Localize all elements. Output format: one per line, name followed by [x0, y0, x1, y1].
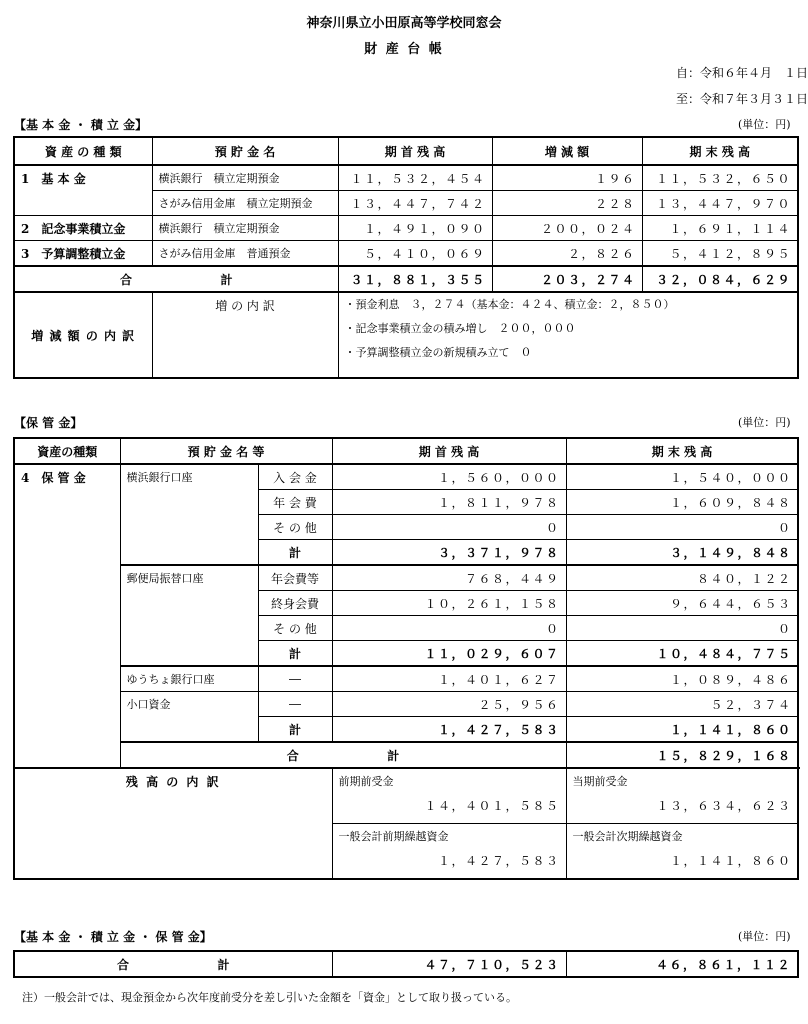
start-balance: １３，４４７，７４２ — [338, 191, 492, 216]
total-start: １５，８２９，１６８ — [566, 742, 798, 768]
total-end: ３２，０８４，６２９ — [642, 266, 798, 292]
table-row — [14, 666, 798, 692]
total-label — [120, 742, 566, 768]
unit-label: (単位：円) — [738, 930, 791, 943]
col-header: 期 末 残 高 — [642, 137, 798, 165]
total-label — [14, 951, 332, 977]
total-row — [14, 266, 798, 292]
subtotal-end: １，１４１，８６０ — [566, 717, 798, 743]
total-label-a: 合 — [117, 957, 130, 972]
col-header: 期 首 残 高 — [332, 438, 566, 464]
end-balance: １１，５３２，６５０ — [642, 165, 798, 191]
table-row — [14, 216, 798, 241]
subtotal-end: １０，４８４，７７５ — [566, 641, 798, 667]
end-balance: ５２，３７４ — [566, 692, 798, 717]
prev-advance-cell — [332, 768, 566, 824]
start-balance: １，４９１，０９０ — [338, 216, 492, 241]
col-header: 期 首 残 高 — [338, 137, 492, 165]
start-balance: ７６８，４４９ — [332, 565, 566, 591]
asset-type: 2 記念事業積立金 — [14, 216, 152, 241]
change-amount: ２，８２６ — [492, 241, 642, 267]
total-row — [14, 951, 798, 977]
asset-type: 1 基 本 金 — [14, 165, 152, 191]
col-header: 資産の種類 — [14, 438, 120, 464]
asset-type — [14, 191, 152, 216]
total-end: ４６，８６１，１１２ — [566, 951, 798, 977]
start-balance: １，４０１，６２７ — [332, 666, 566, 692]
next-carry-value: １，１４１，８６０ — [669, 854, 792, 868]
increase-label: 増 の 内 訳 — [152, 292, 338, 378]
sub-item: そ の 他 — [258, 515, 332, 540]
period-to: 至：令和７年３月３１日 — [676, 92, 808, 106]
prev-carry-value: １，４２７，５８３ — [437, 854, 560, 868]
prev-advance-label: 前期前受金 — [338, 775, 394, 788]
end-balance: ０ — [566, 616, 798, 641]
total-label-b: 計 — [387, 748, 400, 763]
change-amount: ２００，０２４ — [492, 216, 642, 241]
breakdown-label: 増 減 額 の 内 訳 — [14, 292, 152, 378]
change-amount: １９６ — [492, 165, 642, 191]
sub-item: 年会費等 — [258, 565, 332, 591]
table-row — [14, 165, 798, 191]
cur-advance-value: １３，６３４，６２３ — [656, 799, 792, 813]
col-header: 増 減 額 — [492, 137, 642, 165]
end-balance: １，５４０，０００ — [566, 464, 798, 490]
sub-item: 終身会費 — [258, 591, 332, 616]
account-name: 郵便局振替口座 — [120, 565, 258, 666]
sub-item: 年 会 費 — [258, 490, 332, 515]
col-header: 預 貯 金 名 — [152, 137, 338, 165]
organization-name: 神奈川県立小田原高等学校同窓会 — [306, 16, 502, 31]
end-balance: １３，４４７，９７０ — [642, 191, 798, 216]
table-row — [14, 692, 798, 717]
sub-item: そ の 他 — [258, 616, 332, 641]
next-carry-label: 一般会計次期繰越資金 — [572, 830, 683, 843]
subtotal-start: １１，０２９，６０７ — [332, 641, 566, 667]
prev-carry-cell — [332, 824, 566, 880]
breakdown-item: ・預金利息 ３，２７４（基本金：４２４、積立金：２，８５０） — [344, 298, 675, 311]
sub-item: ― — [258, 692, 332, 717]
start-balance: ０ — [332, 515, 566, 540]
end-balance: １，６０９，８４８ — [566, 490, 798, 515]
change-amount: ２２８ — [492, 191, 642, 216]
total-start: ４７，７１０，５２３ — [332, 951, 566, 977]
end-balance: ０ — [566, 515, 798, 540]
account-name: さがみ信用金庫 積立定期預金 — [152, 191, 338, 216]
cur-advance-label: 当期前受金 — [572, 775, 628, 788]
col-header: 資 産 の 種 類 — [14, 137, 152, 165]
account-name: 横浜銀行口座 — [120, 464, 258, 565]
start-balance: １，５６０，０００ — [332, 464, 566, 490]
cur-advance-cell — [566, 768, 798, 824]
start-balance: ２５，９５６ — [332, 692, 566, 717]
start-balance: １０，２６１，１５８ — [332, 591, 566, 616]
asset-type: 4 保 管 金 — [14, 464, 120, 768]
section-title-fund: 【基 本 金 ・ 積 立 金】 — [14, 118, 148, 132]
sub-item: ― — [258, 666, 332, 692]
subtotal-start: １，４２７，５８３ — [332, 717, 566, 743]
balance-row — [14, 768, 798, 824]
start-balance: １，８１１，９７８ — [332, 490, 566, 515]
table-row — [14, 241, 798, 267]
col-header: 期 末 残 高 — [566, 438, 798, 464]
account-name: ゆうちょ銀行口座 — [120, 666, 258, 692]
subtotal-label: 計 — [258, 717, 332, 743]
unit-label: (単位：円) — [738, 118, 791, 131]
fund-table — [13, 136, 799, 379]
total-change: ２０３，２７４ — [492, 266, 642, 292]
section-title-all: 【基 本 金 ・ 積 立 金 ・ 保 管 金】 — [14, 930, 212, 944]
subtotal-start: ３，３７１，９７８ — [332, 540, 566, 566]
total-label — [14, 266, 338, 292]
total-label-b: 計 — [220, 272, 233, 287]
breakdown-item: ・記念事業積立金の積み増し ２００，０００ — [344, 322, 576, 335]
start-balance: ５，４１０，０６９ — [338, 241, 492, 267]
balance-label: 残 高 の 内 訳 — [14, 768, 332, 879]
section-title-custody: 【保 管 金】 — [14, 416, 83, 430]
prev-carry-label: 一般会計前期繰越資金 — [338, 830, 449, 843]
end-balance: １，０８９，４８６ — [566, 666, 798, 692]
col-header: 預 貯 金 名 等 — [120, 438, 332, 464]
period-from: 自：令和６年４月 １日 — [676, 66, 808, 80]
subtotal-row — [14, 717, 798, 743]
end-balance: ８４０，１２２ — [566, 565, 798, 591]
subtotal-label: 計 — [258, 540, 332, 566]
end-balance: １，６９１，１１４ — [642, 216, 798, 241]
total-label-a: 合 — [286, 748, 299, 763]
footnote: 注）一般会計では、現金預金から次年度前受分を差し引いた金額を「資金」として取り扱っている。 — [22, 991, 517, 1004]
account-name: 横浜銀行 積立定期預金 — [152, 165, 338, 191]
start-balance: １１，５３２，４５４ — [338, 165, 492, 191]
table-row — [14, 464, 798, 490]
account-name — [120, 717, 258, 743]
start-balance: ０ — [332, 616, 566, 641]
account-name: 横浜銀行 積立定期預金 — [152, 216, 338, 241]
prev-advance-value: １４，４０１，５８５ — [424, 799, 560, 813]
total-label-a: 合 — [120, 272, 133, 287]
breakdown-row — [14, 292, 798, 378]
total-row — [14, 742, 798, 768]
table-row — [14, 191, 798, 216]
breakdown-item: ・予算調整積立金の新規積み立て ０ — [344, 346, 532, 359]
asset-type: 3 予算調整積立金 — [14, 241, 152, 267]
grand-total-table — [13, 950, 799, 978]
account-name: さがみ信用金庫 普通預金 — [152, 241, 338, 267]
account-name: 小口資金 — [120, 692, 258, 717]
end-balance: ５，４１２，８９５ — [642, 241, 798, 267]
end-balance: ９，６４４，６５３ — [566, 591, 798, 616]
next-carry-cell — [566, 824, 798, 880]
subtotal-end: ３，１４９，８４８ — [566, 540, 798, 566]
unit-label: (単位：円) — [738, 416, 791, 429]
breakdown-items — [338, 292, 798, 378]
page-title: 財 産 台 帳 — [364, 42, 444, 57]
sub-item: 入 会 金 — [258, 464, 332, 490]
table-row — [14, 565, 798, 591]
subtotal-label: 計 — [258, 641, 332, 667]
custody-table — [13, 437, 799, 880]
total-label-b: 計 — [217, 957, 230, 972]
total-start: ３１，８８１，３５５ — [338, 266, 492, 292]
